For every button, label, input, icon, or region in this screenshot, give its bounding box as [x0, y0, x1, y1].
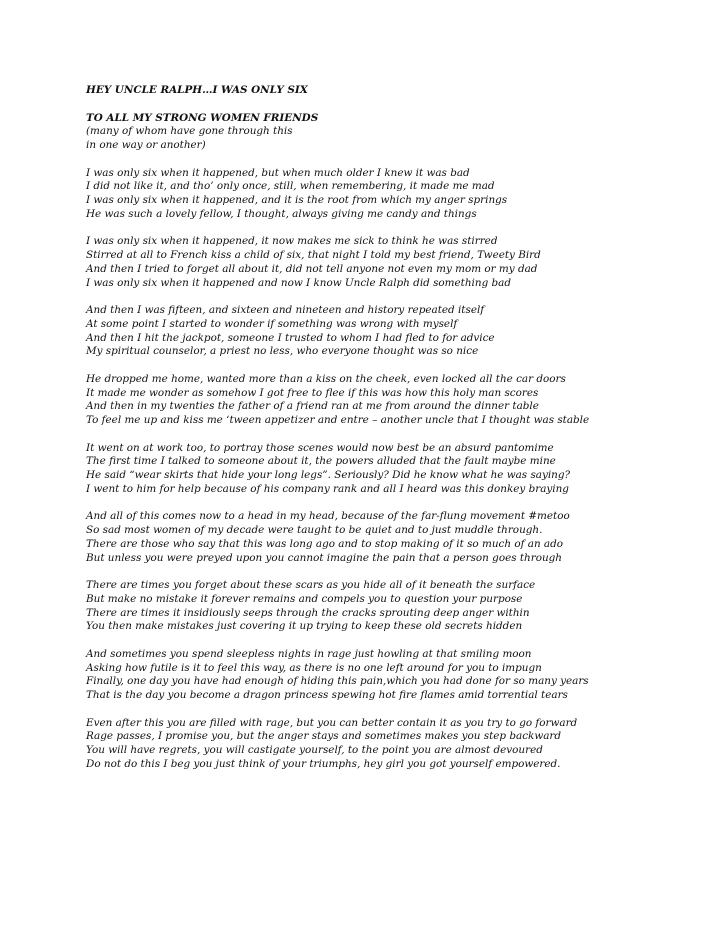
dedication-line: in one way or another) — [86, 139, 206, 151]
stanza — [86, 304, 706, 359]
dedication-heading: TO ALL MY STRONG WOMEN FRIENDS — [86, 111, 319, 124]
poem-line: At some point I started to wonder if something was wrong with myself — [86, 317, 458, 330]
poem-line: And then I tried to forget all about it, did not tell anyone not even my mom or my dad — [86, 262, 538, 275]
poem-line: He said “wear skirts that hide your long legs”. Seriously? Did he know what he was saying? — [86, 469, 571, 481]
poem-line: I was only six when it happened, and it is the root from which my anger springs — [86, 194, 508, 206]
poem-line: Asking how futile is it to feel this way, as there is no one left around for you to impugn — [86, 661, 542, 674]
poem-line: So sad most women of my decade were taught to be quiet and to just muddle through. — [86, 524, 543, 536]
poem-line: But unless you were preyed upon you cannot imagine the pain that a person goes through — [86, 551, 562, 564]
poem-body — [86, 84, 706, 785]
poem-line: It made me wonder as somehow I got free to flee if this was how this holy man scores — [86, 386, 539, 399]
poem-line: My spiritual counselor, a priest no less, who everyone thought was so nice — [86, 345, 479, 358]
poem-line: I did not like it, and tho’ only once, still, when remembering, it made me mad — [86, 180, 495, 193]
poem-line: He was such a lovely fellow, I thought, always giving me candy and things — [86, 207, 477, 220]
poem-line: I was only six when it happened, but when much older I knew it was bad — [86, 166, 470, 179]
poem-line: You then make mistakes just covering it up trying to keep these old secrets hidden — [86, 620, 523, 633]
poem-line: But make no mistake it forever remains and compels you to question your purpose — [86, 592, 523, 605]
stanza — [86, 717, 706, 772]
poem-line: You will have regrets, you will castigate yourself, to the point you are almost devoured — [86, 744, 543, 756]
poem-line: I went to him for help because of his company rank and all I heard was this donkey braying — [86, 482, 569, 495]
poem-line: And then I was fifteen, and sixteen and nineteen and history repeated itself — [86, 304, 485, 316]
poem-line: It went on at work too, to portray those scenes would now best be an absurd pantomime — [86, 441, 554, 454]
stanza — [86, 442, 706, 497]
poem-line: Finally, one day you have had enough of hiding this pain,which you had done for so many years — [86, 675, 589, 688]
poem-line: That is the day you become a dragon princess spewing hot fire flames amid torrential tears — [86, 689, 568, 701]
stanza — [86, 235, 706, 290]
stanza — [86, 510, 706, 565]
poem-line: And sometimes you spend sleepless nights in rage just howling at that smiling moon — [86, 647, 532, 660]
poem-line: There are those who say that this was long ago and to stop making of it so much of an ado — [86, 537, 564, 550]
poem-line: I was only six when it happened, it now makes me sick to think he was stirred — [86, 235, 498, 248]
poem-line: Do not do this I beg you just think of your triumphs, hey girl you got yourself empowered. — [86, 757, 561, 770]
poem-line: Even after this you are filled with rage, but you can better contain it as you try to go forward — [86, 716, 578, 729]
stanza — [86, 373, 706, 428]
poem-line: And all of this comes now to a head in my head, because of the far-flung movement #metoo — [86, 510, 570, 523]
poem-line: Rage passes, I promise you, but the anger stays and sometimes makes you step backward — [86, 730, 562, 743]
poem-line: To feel me up and kiss me ‘tween appetizer and entre – another uncle that I thought was stable — [86, 414, 590, 426]
poem-line: The first time I talked to someone about it, the powers alluded that the fault maybe mine — [86, 455, 556, 468]
dedication-line: (many of whom have gone through this — [86, 125, 293, 138]
stanza — [86, 167, 706, 222]
poem-line: And then I hit the jackpot, someone I trusted to whom I had fled to for advice — [86, 331, 495, 344]
poem-line: He dropped me home, wanted more than a kiss on the cheek, even locked all the car doors — [86, 372, 566, 385]
dedication — [86, 112, 706, 153]
poem-line: There are times it insidiously seeps through the cracks sprouting deep anger within — [86, 606, 530, 619]
stanza — [86, 579, 706, 634]
poem-line: There are times you forget about these scars as you hide all of it beneath the surface — [86, 579, 536, 591]
poem-title: HEY UNCLE RALPH…I WAS ONLY SIX — [86, 84, 308, 96]
poem-line: And then in my twenties the father of a friend ran at me from around the dinner table — [86, 400, 539, 413]
poem-line: I was only six when it happened and now I know Uncle Ralph did something bad — [86, 276, 512, 289]
stanza — [86, 648, 706, 703]
poem-line: Stirred at all to French kiss a child of six, that night I told my best friend, Tweety Bird — [86, 249, 541, 261]
